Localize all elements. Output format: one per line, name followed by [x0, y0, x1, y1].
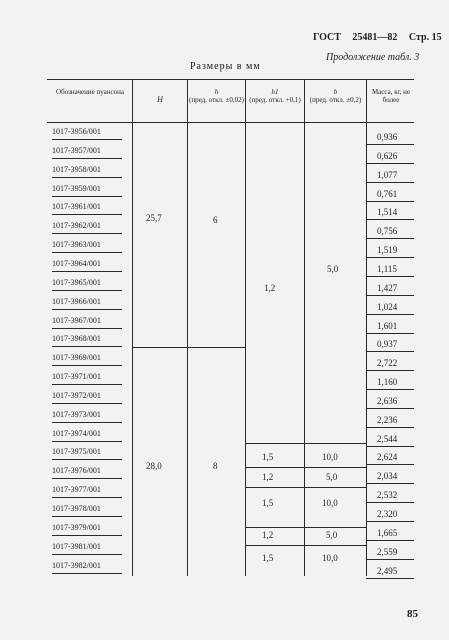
row-mass-rule: [366, 219, 414, 220]
row-mass: 1,601: [377, 320, 398, 331]
col-divider: [187, 79, 188, 576]
row-mass-rule: [366, 144, 414, 145]
row-designation: 1017-3961/001: [52, 202, 101, 212]
page-ref: Стр. 15: [408, 32, 442, 43]
row-designation: 1017-3956/001: [52, 127, 101, 136]
row-mass: 1,077: [377, 169, 398, 180]
row-underline: [52, 196, 122, 197]
header-designation: Обозначение пуансона: [56, 88, 124, 96]
row-mass-rule: [366, 559, 414, 560]
value-b-sub2: 5,0: [326, 472, 338, 482]
continuation-label: Продолжение табл. 3: [326, 52, 420, 63]
row-underline: [52, 252, 122, 253]
row-underline: [52, 459, 122, 460]
row-designation: 1017-3974/001: [52, 428, 101, 438]
value-H-group2: 28,0: [146, 461, 162, 471]
value-b-sub5: 10,0: [322, 553, 338, 563]
row-mass: 1,514: [377, 207, 398, 218]
subgroup-divider: [245, 527, 366, 528]
row-designation: 1017-3967/001: [52, 315, 101, 325]
value-h-group1: 6: [213, 215, 218, 225]
row-mass-rule: [366, 540, 414, 541]
row-mass: 2,722: [377, 358, 398, 369]
row-mass: 0,626: [377, 150, 398, 161]
row-mass: 2,495: [377, 565, 398, 576]
value-h1-sub4: 1,2: [262, 530, 274, 540]
header-h1: [247, 88, 303, 104]
value-h-group2: 8: [213, 461, 218, 471]
sizes-label: Размеры в мм: [190, 61, 261, 72]
value-h1-sub3: 1,5: [262, 498, 274, 508]
row-mass: 2,624: [377, 452, 398, 463]
value-h1-sub2: 1,2: [262, 472, 274, 482]
row-underline: [52, 535, 122, 536]
row-mass: 1,160: [377, 377, 398, 388]
subgroup-divider: [245, 545, 366, 546]
row-underline: [52, 384, 122, 385]
row-designation: 1017-3972/001: [52, 390, 101, 400]
row-mass: 1,024: [377, 301, 398, 312]
row-designation: 1017-3957/001: [52, 145, 101, 155]
gost-number: 25481—82: [352, 32, 398, 43]
header-h-tolerance: (пред. откл. ±0,02): [189, 96, 244, 104]
row-underline: [52, 422, 122, 423]
row-underline: [52, 214, 122, 215]
row-designation: 1017-3968/001: [52, 334, 101, 344]
row-underline: [52, 346, 122, 347]
row-designation: 1017-3966/001: [52, 296, 101, 306]
col-divider: [304, 79, 305, 576]
row-underline: [52, 365, 122, 366]
row-mass-rule: [366, 238, 414, 239]
header-b-symbol: b: [333, 88, 338, 96]
row-underline: [52, 177, 122, 178]
row-mass-rule: [366, 408, 414, 409]
header-mass: Масса, кг, не более: [371, 88, 411, 104]
row-mass: 2,236: [377, 414, 398, 425]
page-number: 85: [407, 608, 418, 620]
row-underline: [52, 441, 122, 442]
row-mass-rule: [366, 389, 414, 390]
row-underline: [52, 497, 122, 498]
row-mass-rule: [366, 163, 414, 164]
row-mass: 0,761: [377, 188, 398, 199]
row-underline: [52, 158, 122, 159]
row-designation: 1017-3979/001: [52, 522, 101, 532]
row-mass: 2,544: [377, 433, 398, 444]
subgroup-divider: [245, 487, 366, 488]
row-mass: 1,115: [377, 263, 397, 274]
row-mass-rule: [366, 521, 414, 522]
row-underline: [52, 139, 122, 140]
row-mass-rule: [366, 201, 414, 202]
row-mass-rule: [366, 314, 414, 315]
table-top-rule: [47, 79, 414, 80]
value-b-sub4: 5,0: [326, 530, 338, 540]
row-underline: [52, 271, 122, 272]
row-underline: [52, 290, 122, 291]
row-designation: 1017-3962/001: [52, 221, 101, 231]
row-mass: 0,756: [377, 226, 398, 237]
row-designation: 1017-3978/001: [52, 504, 101, 513]
header-h1-symbol: h1: [271, 88, 279, 96]
header-H: H: [157, 95, 163, 104]
row-mass: 0,937: [377, 339, 398, 350]
row-mass: 2,034: [377, 471, 398, 482]
row-designation: 1017-3969/001: [52, 353, 101, 363]
row-designation: 1017-3977/001: [52, 485, 101, 495]
row-designation: 1017-3975/001: [52, 447, 101, 457]
row-designation: 1017-3964/001: [52, 258, 101, 268]
row-underline: [52, 309, 122, 310]
gost-label: ГОСТ: [313, 32, 341, 43]
value-h1-group1: 1,2: [264, 283, 276, 293]
header-b: [306, 88, 365, 104]
value-H-group1: 25,7: [146, 213, 162, 223]
header-h: [189, 88, 244, 104]
subgroup-divider: [245, 467, 366, 468]
row-underline: [52, 573, 122, 574]
row-mass-rule: [366, 370, 414, 371]
value-h1-sub1: 1,5: [262, 452, 274, 462]
row-designation: 1017-3982/001: [52, 560, 101, 570]
row-mass-rule: [366, 295, 414, 296]
row-mass: 1,665: [377, 527, 398, 538]
header-h-symbol: h: [214, 88, 219, 96]
row-mass-rule: [366, 182, 414, 183]
row-designation: 1017-3959/001: [52, 183, 101, 193]
row-underline: [52, 328, 122, 329]
header-h1-tolerance: (пред. откл. +0,1): [249, 96, 301, 104]
subgroup-divider: [245, 443, 366, 444]
row-mass: 2,559: [377, 546, 398, 557]
row-mass: 1,427: [377, 282, 398, 293]
value-b-sub3: 10,0: [322, 498, 338, 508]
value-b-group1: 5,0: [327, 264, 339, 274]
header-b-tolerance: (пред. откл. ±0,2): [309, 96, 362, 104]
value-h1-sub5: 1,5: [262, 553, 274, 563]
row-mass: 1,519: [377, 245, 398, 256]
page-header: [313, 32, 442, 43]
row-mass-rule: [366, 257, 414, 258]
row-mass-rule: [366, 502, 414, 503]
row-designation: 1017-3965/001: [52, 277, 101, 287]
row-designation: 1017-3963/001: [52, 240, 101, 250]
row-mass-rule: [366, 427, 414, 428]
row-underline: [52, 554, 122, 555]
row-mass-rule: [366, 351, 414, 352]
row-mass-rule: [366, 483, 414, 484]
row-mass-rule: [366, 464, 414, 465]
col-divider: [245, 79, 246, 576]
row-mass: 0,936: [377, 132, 398, 142]
row-designation: 1017-3971/001: [52, 372, 101, 382]
row-underline: [52, 516, 122, 517]
row-mass-rule: [366, 578, 414, 579]
row-underline: [52, 403, 122, 404]
row-mass-rule: [366, 446, 414, 447]
row-mass: 2,636: [377, 395, 398, 406]
row-mass-rule: [366, 276, 414, 277]
group-divider: [132, 347, 246, 348]
row-mass: 2,320: [377, 509, 398, 519]
row-designation: 1017-3976/001: [52, 466, 101, 476]
row-designation: 1017-3958/001: [52, 164, 101, 174]
table-header-rule: [47, 122, 414, 123]
row-designation: 1017-3981/001: [52, 541, 101, 551]
row-designation: 1017-3973/001: [52, 409, 101, 419]
row-mass-rule: [366, 333, 414, 334]
row-underline: [52, 478, 122, 479]
col-divider: [132, 79, 133, 576]
row-mass: 2,532: [377, 490, 398, 501]
row-underline: [52, 233, 122, 234]
value-b-sub1: 10,0: [322, 452, 338, 462]
